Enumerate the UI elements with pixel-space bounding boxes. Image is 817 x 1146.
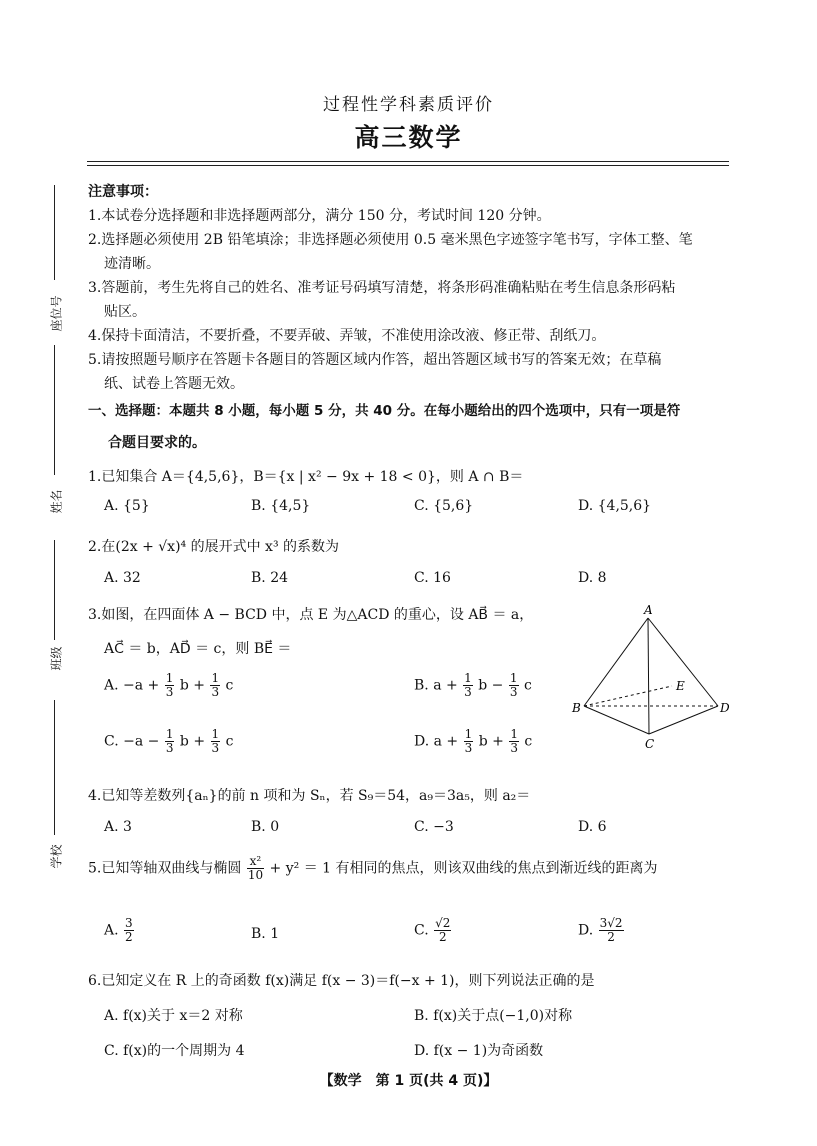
q6-option-d: D. f(x − 1)为奇函数 bbox=[414, 1043, 544, 1059]
note-3-line-1: 3.答题前，考生先将自己的姓名、准考证号码填写清楚，将条形码准确粘贴在考生信息条形码粘 bbox=[88, 280, 676, 296]
q2-option-a: A. 32 bbox=[104, 570, 141, 586]
q1-option-c: C. {5,6} bbox=[414, 498, 474, 514]
q1-option-a: A. {5} bbox=[104, 498, 150, 514]
q4-option-c: C. −3 bbox=[414, 819, 454, 835]
note-4: 4.保持卡面清洁，不要折叠，不要弄破、弄皱，不准使用涂改液、修正带、刮纸刀。 bbox=[88, 328, 606, 344]
q2-stem: 2.在(2x + √x)⁴ 的展开式中 x³ 的系数为 bbox=[88, 539, 340, 555]
q3-stem-line-2: AC⃗ ＝ b，AD⃗ ＝ c，则 BE⃗ ＝ bbox=[104, 641, 292, 657]
label-a: A bbox=[644, 603, 653, 617]
sidebar-seat-label: 座位号 bbox=[49, 295, 64, 332]
q3-option-b: B. a + $\frac{1}{3}$ b − $\frac{1}{3}$ c bbox=[414, 671, 532, 699]
q6-option-a: A. f(x)关于 x＝2 对称 bbox=[104, 1008, 243, 1024]
sidebar-line-1 bbox=[54, 185, 55, 280]
segment-be bbox=[584, 686, 672, 706]
note-1: 1.本试卷分选择题和非选择题两部分，满分 150 分，考试时间 120 分钟。 bbox=[88, 208, 551, 224]
sidebar-line-2 bbox=[54, 345, 55, 475]
sidebar-line-4 bbox=[54, 700, 55, 835]
note-3-line-2: 贴区。 bbox=[104, 304, 146, 320]
edge-ab bbox=[584, 618, 648, 706]
q3-option-c: C. −a − $\frac{1}{3}$ b + $\frac{1}{3}$ c bbox=[104, 727, 234, 755]
q6-stem: 6.已知定义在 R 上的奇函数 f(x)满足 f(x − 3)＝f(−x + 1)，则下列说法正确的是 bbox=[88, 973, 595, 989]
q5-stem: 5.已知等轴双曲线与椭圆 $\frac{\text{x²}}{10}$ + y² ＝ 1 有相同的焦点，则该双曲线的焦点到渐近线的距离为 bbox=[88, 854, 658, 882]
q5-option-c: C. $\frac{√2}{2}$ bbox=[414, 916, 451, 944]
q5-option-d: D. $\frac{3√2}{2}$ bbox=[578, 916, 623, 944]
q5-option-a: A. $\frac{3}{2}$ bbox=[104, 916, 133, 944]
sidebar-line-3 bbox=[54, 540, 55, 640]
q6-option-c: C. f(x)的一个周期为 4 bbox=[104, 1043, 245, 1059]
note-2-line-2: 迹清晰。 bbox=[104, 256, 160, 272]
edge-bc bbox=[584, 706, 649, 734]
label-d: D bbox=[720, 701, 730, 715]
q2-option-b: B. 24 bbox=[251, 570, 289, 586]
q2-option-c: C. 16 bbox=[414, 570, 451, 586]
section-heading-line-1: 一、选择题：本题共 8 小题，每小题 5 分，共 40 分。在每小题给出的四个选项中，只有一项是符 bbox=[88, 403, 681, 419]
q4-option-b: B. 0 bbox=[251, 819, 280, 835]
sidebar-class-label: 班级 bbox=[49, 646, 64, 671]
q6-option-b: B. f(x)关于点(−1,0)对称 bbox=[414, 1008, 573, 1024]
notes-heading: 注意事项： bbox=[88, 184, 158, 200]
q3-option-d: D. a + $\frac{1}{3}$ b + $\frac{1}{3}$ c bbox=[414, 727, 533, 755]
edge-ac bbox=[648, 618, 649, 734]
page-footer: 【数学 第 1 页(共 4 页)】 bbox=[319, 1073, 498, 1089]
q1-stem: 1.已知集合 A＝{4,5,6}，B＝{x | x² − 9x + 18 < 0}，则 A ∩ B＝ bbox=[88, 469, 524, 485]
exam-title: 高三数学 bbox=[354, 123, 463, 152]
note-2-line-1: 2.选择题必须使用 2B 铅笔填涂；非选择题必须使用 0.5 毫米黑色字迹签字笔书写，字体工整、笔 bbox=[88, 232, 693, 248]
header-rule-top bbox=[87, 161, 729, 162]
tetrahedron-figure bbox=[570, 600, 740, 755]
edge-cd bbox=[649, 706, 718, 734]
q2-option-d: D. 8 bbox=[578, 570, 607, 586]
section-heading-line-2: 合题目要求的。 bbox=[108, 435, 206, 451]
note-5-line-2: 纸、试卷上答题无效。 bbox=[104, 376, 244, 392]
q4-option-a: A. 3 bbox=[104, 819, 132, 835]
q3-option-a: A. −a + $\frac{1}{3}$ b + $\frac{1}{3}$ c bbox=[104, 671, 234, 699]
q4-option-d: D. 6 bbox=[578, 819, 607, 835]
q5-option-b: B. 1 bbox=[251, 926, 280, 942]
label-b: B bbox=[572, 701, 581, 715]
q4-stem: 4.已知等差数列{aₙ}的前 n 项和为 Sₙ，若 S₉＝54，a₉＝3a₅，则 a₂＝ bbox=[88, 788, 531, 804]
label-e: E bbox=[676, 679, 685, 693]
q3-stem-line-1: 3.如图，在四面体 A − BCD 中，点 E 为△ACD 的重心，设 AB⃗ ＝ a， bbox=[88, 607, 534, 623]
exam-subtitle: 过程性学科素质评价 bbox=[323, 95, 494, 115]
q1-option-b: B. {4,5} bbox=[251, 498, 311, 514]
sidebar-school-label: 学校 bbox=[49, 844, 64, 869]
note-5-line-1: 5.请按照题号顺序在答题卡各题目的答题区域内作答，超出答题区域书写的答案无效；在草稿 bbox=[88, 352, 662, 368]
label-c: C bbox=[645, 737, 655, 751]
sidebar-name-label: 姓名 bbox=[49, 489, 64, 514]
header-rule-bottom bbox=[87, 165, 729, 166]
q1-option-d: D. {4,5,6} bbox=[578, 498, 652, 514]
